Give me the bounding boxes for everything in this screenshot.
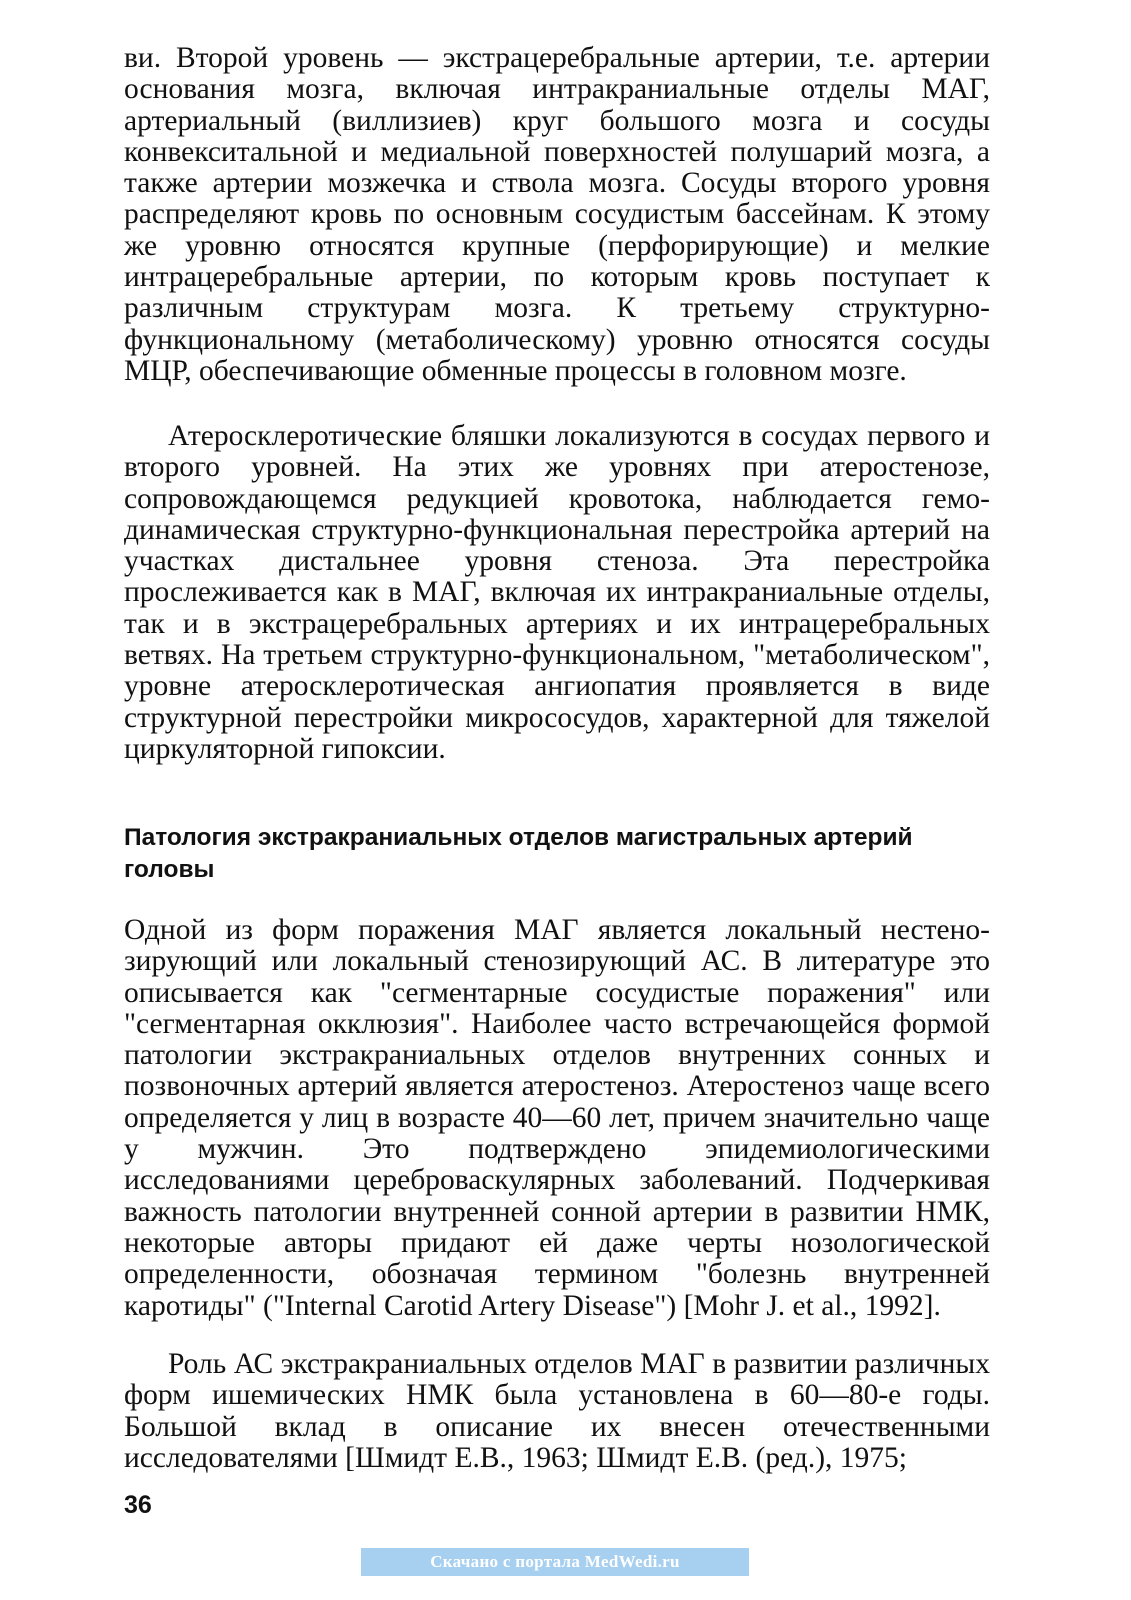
watermark-banner: Скачано с портала MedWedi.ru <box>361 1548 749 1576</box>
paragraph-atherosclerotic-plaques: Атеросклеротические бляшки локализуются в сосудах первого и второго уровней. На этих же уровнях при атеростенозе, сопровождающемся редукцией кровотока, наблюдается гемодинамическая структурно-функциональная перестройка артерий на участках дистальнее уровня стеноза. Эта перестройка прослеживается как в МАГ, включая их интракраниальные отделы, так и в экстрацеребральных артериях и их интрацеребральных ветвях. На третьем структурно-функциональном, "метаболическом", уровне атеросклеротическая ангиопатия проявляется в виде структурной перестройки микрососудов, характерной для тяжелой циркуляторной гипоксии. <box>124 420 990 765</box>
paragraph-role-of-as: Роль АС экстракраниальных отделов МАГ в развитии различных форм ишемических НМК была установлена в 60—80-е годы. Большой вклад в описание их внесен отечественными исследователями [Шмидт Е.В., 1963; Шмидт Е.В. (ред.), 1975; <box>124 1348 990 1474</box>
page-number: 36 <box>124 1491 152 1519</box>
paragraph-continuation: ви. Второй уровень — экстрацеребральные артерии, т.е. артерии основания мозга, включая интракраниальные отделы МАГ, артериальный (виллизиев) круг большого мозга и сосуды конвекситальной и медиальной поверхностей полушарий мозга, а также артерии мозжечка и ствола мозга. Сосуды второго уровня распределяют кровь по основным сосудистым бассейнам. К этому же уровню относятся крупные (перфорирующие) и мелкие интрацеребральные артерии, по которым кровь поступает к различным структурам мозга. К третьему структурно-функциональному (метаболическому) уровню относятся сосуды МЦР, обеспечивающие обменные процессы в головном мозге. <box>124 42 990 387</box>
paragraph-extracranial-pathology: Одной из форм поражения МАГ является локальный нестенозирующий или локальный стенозирующий АС. В литературе это описывается как "сегментарные сосудистые поражения" или "сегментарная окклюзия". Наиболее часто встречающейся формой патологии экстракраниальных отделов внутренних сонных и позвоночных артерий является атеростеноз. Атеростеноз чаще всего определяется у лиц в возрасте 40—60 лет, причем значительно чаще у мужчин. Это подтверждено эпидемиологическими исследованиями цереброваскулярных заболеваний. Подчеркивая важность патологии внутренней сонной артерии в развитии НМК, некоторые авторы придают ей даже черты нозологической определенности, обозначая термином "болезнь внутренней каротиды" ("Internal Carotid Artery Disease") [Mohr J. et al., 1992]. <box>124 914 990 1322</box>
section-heading: Патология экстракраниальных отделов магистральных артерий головы <box>124 824 913 883</box>
